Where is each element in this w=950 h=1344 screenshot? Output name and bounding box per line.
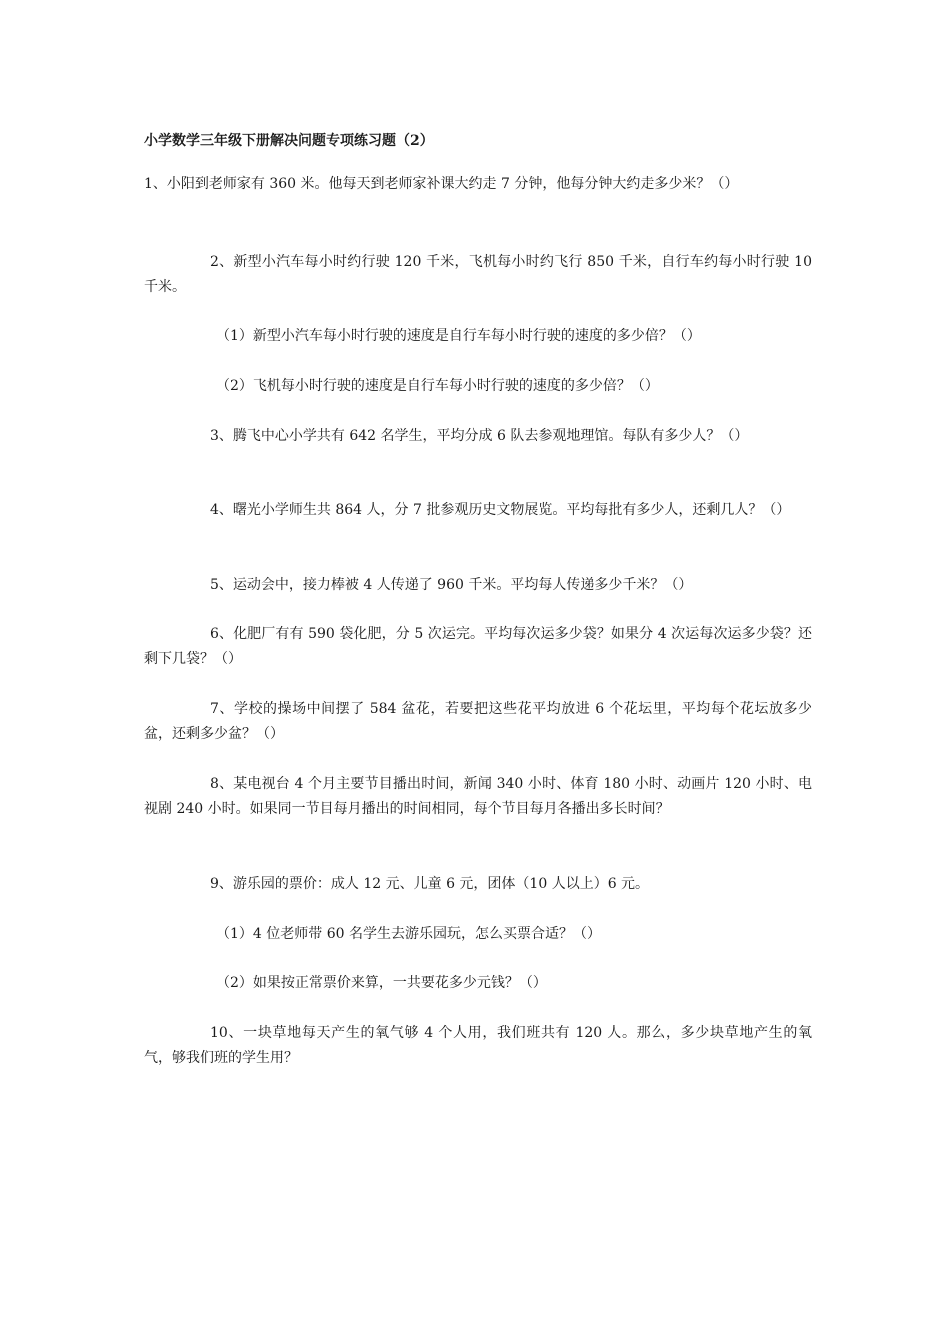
question-5: 5、运动会中，接力棒被 4 人传递了 960 千米。平均每人传递多少千米？（） — [210, 577, 693, 593]
question-7: 7、学校的操场中间摆了 584 盆花，若要把这些花平均放进 6 个花坛里，平均每个花坛放多少盆，还剩多少盆？（） — [144, 701, 812, 742]
question-3: 3、腾飞中心小学共有 642 名学生，平均分成 6 队去参观地理馆。每队有多少人？（） — [210, 428, 749, 444]
question-2: 2、新型小汽车每小时约行驶 120 千米，飞机每小时约飞行 850 千米，自行车约每小时行驶 10 千米。 — [144, 254, 812, 295]
question-10: 10、一块草地每天产生的氧气够 4 个人用，我们班共有 120 人。那么，多少块草地产生的氧气，够我们班的学生用？ — [144, 1025, 812, 1066]
question-1: 1、小阳到老师家有 360 米。他每天到老师家补课大约走 7 分钟，他每分钟大约走多少米？（） — [144, 176, 739, 192]
document-title: 小学数学三年级下册解决问题专项练习题（2） — [144, 133, 434, 149]
question-9-part-1: （1）4 位老师带 60 名学生去游乐园玩，怎么买票合适？（） — [216, 926, 601, 942]
question-4: 4、曙光小学师生共 864 人，分 7 批参观历史文物展览。平均每批有多少人，还剩几人？（） — [210, 502, 791, 518]
question-2-part-1: （1）新型小汽车每小时行驶的速度是自行车每小时行驶的速度的多少倍？（） — [216, 328, 701, 344]
question-8: 8、某电视台 4 个月主要节目播出时间，新闻 340 小时、体育 180 小时、动画片 120 小时、电视剧 240 小时。如果同一节目每月播出的时间相同，每个节目每月各播出多长时间？ — [144, 776, 812, 817]
question-2-part-2: （2）飞机每小时行驶的速度是自行车每小时行驶的速度的多少倍？（） — [216, 378, 659, 394]
question-9: 9、游乐园的票价：成人 12 元、儿童 6 元，团体（10 人以上）6 元。 — [210, 876, 650, 892]
question-6: 6、化肥厂有有 590 袋化肥，分 5 次运完。平均每次运多少袋？如果分 4 次运每次运多少袋？还剩下几袋？（） — [144, 626, 812, 667]
question-9-part-2: （2）如果按正常票价来算，一共要花多少元钱？（） — [216, 975, 547, 991]
